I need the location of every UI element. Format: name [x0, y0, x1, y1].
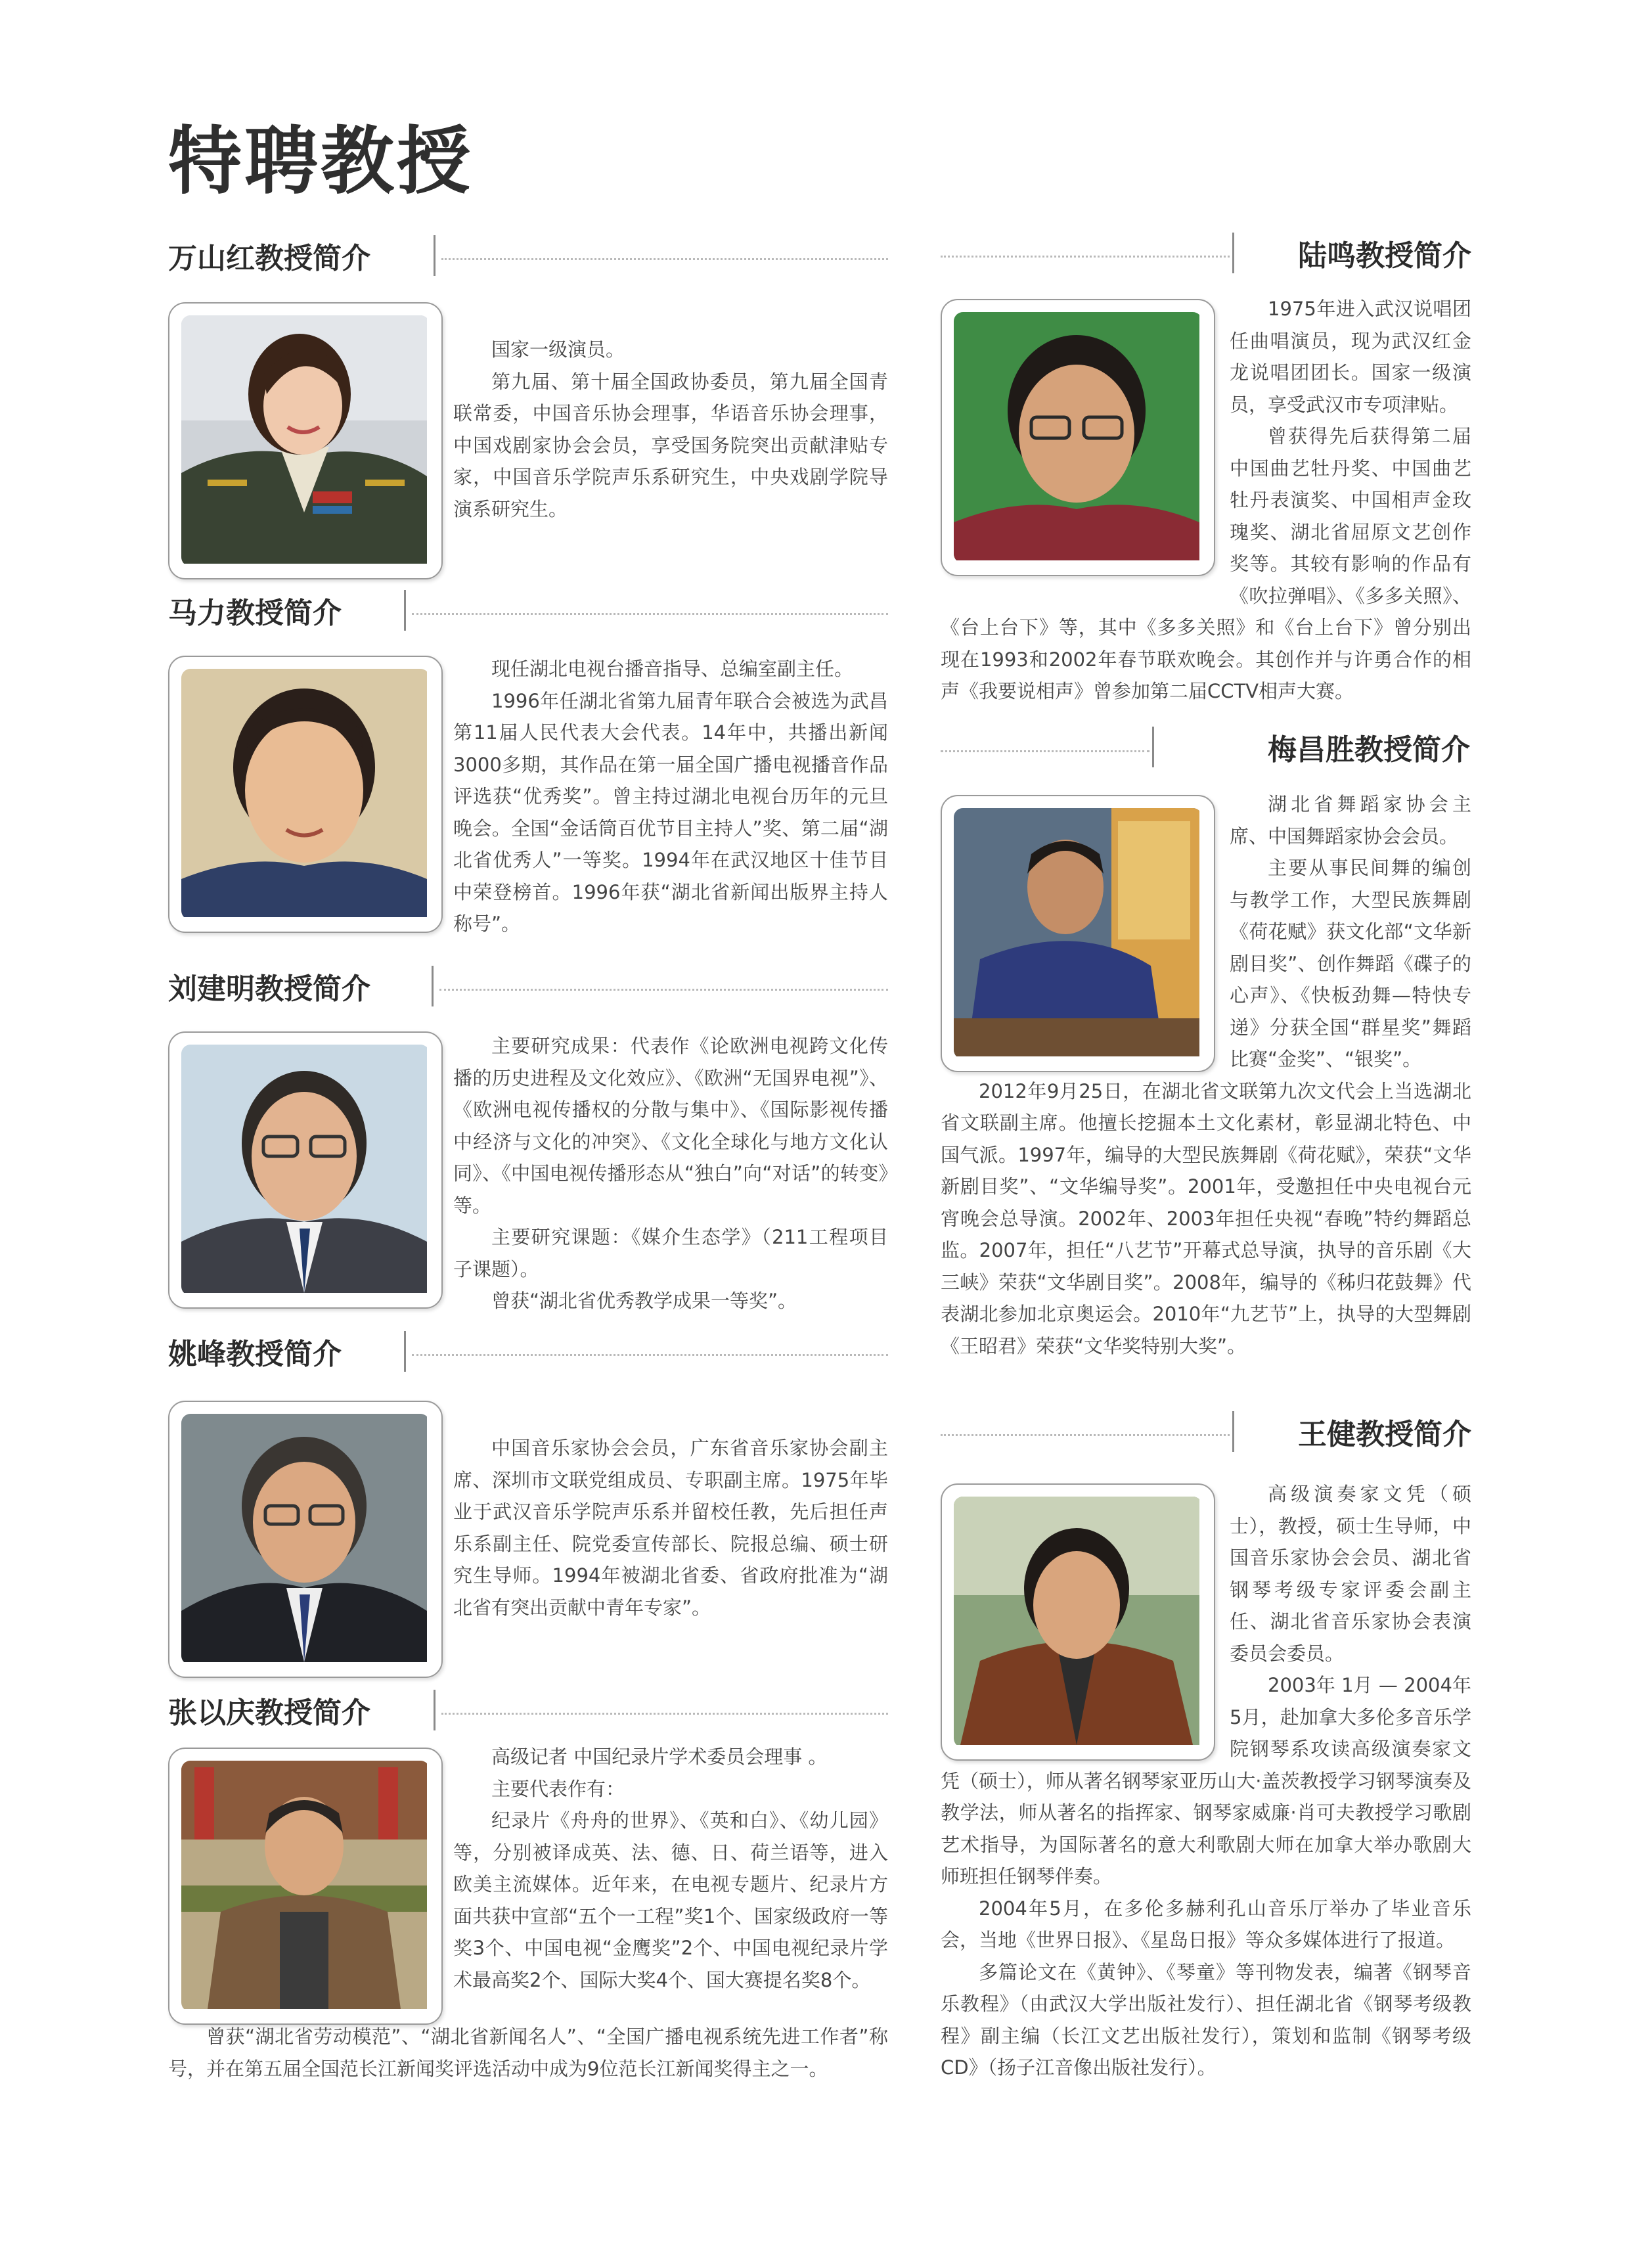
- bio-text-lu-ming: [941, 293, 1471, 708]
- portrait-image: [181, 669, 427, 917]
- heading-dotted-rule: [941, 256, 1230, 258]
- bio-paragraph: 主要研究成果：代表作《论欧洲电视跨文化传播的历史进程及文化效应》、《欧洲“无国界电视”》、《欧洲电视传播权的分散与集中》、《国际影视传播中经济与文化的冲突》、《文化全球化与地方文化认同》、《中国电视传播形态从“独白”向“对话”的转变》等。: [453, 1035, 888, 1217]
- bio-paragraph: 多篇论文在《黄钟》、《琴童》等刊物发表，编著《钢琴音乐教程》（由武汉大学出版社发行）、担任湖北省《钢琴考级教程》副主编（长江文艺出版社发行），策划和监制《钢琴考级CD》（扬子江音像出版社发行）。: [941, 1960, 1471, 2079]
- bio-paragraph: 中国音乐家协会会员，广东省音乐家协会副主席、深圳市文联党组成员、专职副主席。1975年毕业于武汉音乐学院声乐系并留校任教，先后担任声乐系副主任、院党委宣传部长、院报总编、硕士研究生导师。1994年被湖北省委、省政府批准为“湖北省有突出贡献中青年专家”。: [453, 1437, 888, 1619]
- bio-text-zhang-yiqing-lower: [168, 2021, 888, 2085]
- portrait-wan-shanhong: [168, 302, 443, 579]
- bio-paragraph: 第九届、第十届全国政协委员，第九届全国青联常委，中国音乐协会理事，华语音乐协会理事，中国戏剧家协会会员，享受国务院突出贡献津贴专家，中国音乐学院声乐系研究生，中央戏剧学院导演系研究生。: [453, 370, 888, 520]
- bio-paragraph: 高级演奏家文凭（硕士），教授，硕士生导师，中国音乐家协会会员、湖北省钢琴考级专家评委会副主任、湖北省音乐家协会表演委员会委员。: [1230, 1483, 1471, 1665]
- section-heading-lu-ming: 陆鸣教授简介: [1298, 239, 1471, 273]
- bio-paragraph: 主要研究课题：《媒介生态学》（211工程项目子课题）。: [453, 1226, 888, 1280]
- bio-paragraph: 现任湖北电视台播音指导、总编室副主任。: [491, 658, 854, 680]
- portrait-image: [181, 1045, 427, 1293]
- bio-paragraph: 主要从事民间舞的编创与教学工作，大型民族舞剧《荷花赋》获文化部“文华新剧目奖”、创作舞蹈《碟子的心声》、《快板劲舞—特快专递》分获全国“群星奖”舞蹈比赛“金奖”、“银奖”。: [1230, 857, 1471, 1070]
- section-heading-wan-shanhong: 万山红教授简介: [168, 242, 370, 275]
- heading-dotted-rule: [412, 1354, 888, 1356]
- section-heading-zhang-yiqing: 张以庆教授简介: [168, 1696, 370, 1730]
- bio-paragraph: 曾获“湖北省劳动模范”、“湖北省新闻名人”、“全国广播电视系统先进工作者”称号，并在第五届全国范长江新闻奖评选活动中成为9位范长江新闻奖得主之一。: [168, 2025, 888, 2080]
- bio-paragraph: 1975年进入武汉说唱团任曲唱演员，现为武汉红金龙说唱团团长。国家一级演员，享受武汉市专项津贴。: [1230, 298, 1471, 416]
- heading-divider-bar: [1152, 727, 1154, 767]
- portrait-yao-feng: [168, 1401, 443, 1678]
- bio-paragraph: 2003年 1月 — 2004年5月，赴加拿大多伦多音乐学院钢琴系攻读高级演奏家文凭（硕士），师从著名钢琴家亚历山大·盖茨教授学习钢琴演奏及教学法，师从著名的指挥家、钢琴家威廉·肖可夫教授学习歌剧艺术指导，为国际著名的意大利歌剧大师在加拿大举办歌剧大师班担任钢琴伴奏。: [941, 1674, 1471, 1887]
- heading-divider-bar: [404, 1331, 406, 1372]
- bio-paragraph: 纪录片《舟舟的世界》、《英和白》、《幼儿园》等，分别被译成英、法、德、日、荷兰语等，进入欧美主流媒体。近年来，在电视专题片、纪录片方面共获中宣部“五个一工程”奖1个、国家级政府一等奖3个、中国电视“金鹰奖”2个、中国电视纪录片学术最高奖2个、国际大奖4个、国大赛提名奖8个。: [453, 1809, 888, 1991]
- portrait-zhang-yiqing: [168, 1748, 443, 2025]
- section-heading-ma-li: 马力教授简介: [168, 597, 342, 630]
- photo-float-spacer: [941, 1478, 1230, 1765]
- heading-divider-bar: [434, 235, 435, 276]
- bio-paragraph: 国家一级演员。: [491, 338, 625, 361]
- page-title: 特聘教授: [168, 119, 473, 204]
- heading-dotted-rule: [412, 613, 888, 615]
- bio-text-mei-changsheng: [941, 788, 1471, 1362]
- bio-text-yao-feng: [453, 1432, 888, 1623]
- section-heading-wang-jian: 王健教授简介: [1298, 1418, 1471, 1451]
- heading-divider-bar: [404, 590, 406, 631]
- portrait-liu-jianming: [168, 1031, 443, 1309]
- heading-dotted-rule: [441, 258, 888, 260]
- heading-divider-bar: [432, 966, 434, 1006]
- bio-paragraph: 2012年9月25日，在湖北省文联第九次文代会上当选湖北省文联副主席。他擅长挖掘本土文化素材，彰显湖北特色、中国气派。1997年，编导的大型民族舞剧《荷花赋》，荣获“文华新剧目奖”、“文华编导奖”。2001年，受邀担任中央电视台元宵晚会总导演。2002年、2003年担任央视“春晚”特约舞蹈总监。2007年，担任“八艺节”开幕式总导演，执导的音乐剧《大三峡》荣获“文华剧目奖”。2008年，编导的《秭归花鼓舞》代表湖北参加北京奥运会。2010年“九艺节”上，执导的大型舞剧《王昭君》荣获“文华奖特别大奖”。: [941, 1079, 1471, 1357]
- bio-text-zhang-yiqing-upper: [453, 1741, 888, 1996]
- bio-text-ma-li: [453, 653, 888, 940]
- portrait-image: [181, 1761, 427, 2009]
- heading-dotted-rule: [941, 1434, 1230, 1436]
- heading-dotted-rule: [439, 989, 888, 991]
- bio-text-liu-jianming: [453, 1030, 888, 1317]
- section-heading-liu-jianming: 刘建明教授简介: [168, 972, 370, 1006]
- bio-text-wang-jian: [941, 1478, 1471, 2084]
- heading-divider-bar: [1232, 1411, 1234, 1452]
- photo-float-spacer: [941, 788, 1230, 1075]
- portrait-image: [181, 1414, 427, 1662]
- bio-paragraph: 1996年任湖北省第九届青年联合会被选为武昌第11届人民代表大会代表。14年中，共播出新闻3000多期，其作品在第一届全国广播电视播音作品评选获“优秀奖”。曾主持过湖北电视台历年的元旦晚会。全国“金话筒百优节目主持人”奖、第二届“湖北省优秀人”一等奖。1994年在武汉地区十佳节目中荣登榜首。1996年获“湖北省新闻出版界主持人称号”。: [453, 689, 888, 935]
- bio-paragraph: 曾获“湖北省优秀教学成果一等奖”。: [491, 1290, 797, 1312]
- photo-float-spacer: [941, 293, 1230, 582]
- section-heading-yao-feng: 姚峰教授简介: [168, 1338, 342, 1371]
- bio-paragraph: 曾获得先后获得第二届中国曲艺牡丹奖、中国曲艺牡丹表演奖、中国相声金玫瑰奖、湖北省屈原文艺创作奖等。其较有影响的作品有《吹拉弹唱》、《多多关照》、《台上台下》等，其中《多多关照》和《台上台下》曾分别出现在1993和2002年春节联欢晚会。其创作并与许勇合作的相声《我要说相声》曾参加第二届CCTV相声大赛。: [941, 425, 1471, 702]
- heading-dotted-rule: [941, 750, 1150, 752]
- bio-paragraph: 主要代表作有：: [491, 1777, 625, 1800]
- heading-dotted-rule: [441, 1713, 888, 1715]
- bio-paragraph: 2004年5月，在多伦多赫利孔山音乐厅举办了毕业音乐会，当地《世界日报》、《星岛日报》等众多媒体进行了报道。: [941, 1897, 1471, 1951]
- bio-text-wan-shanhong: [453, 334, 888, 525]
- portrait-image: [181, 315, 427, 564]
- portrait-ma-li: [168, 656, 443, 933]
- bio-paragraph: 湖北省舞蹈家协会主席、中国舞蹈家协会会员。: [1230, 793, 1471, 847]
- section-heading-mei-changsheng: 梅昌胜教授简介: [1268, 733, 1470, 767]
- heading-divider-bar: [1232, 233, 1234, 273]
- bio-paragraph: 高级记者 中国纪录片学术委员会理事 。: [491, 1746, 828, 1768]
- heading-divider-bar: [434, 1690, 435, 1730]
